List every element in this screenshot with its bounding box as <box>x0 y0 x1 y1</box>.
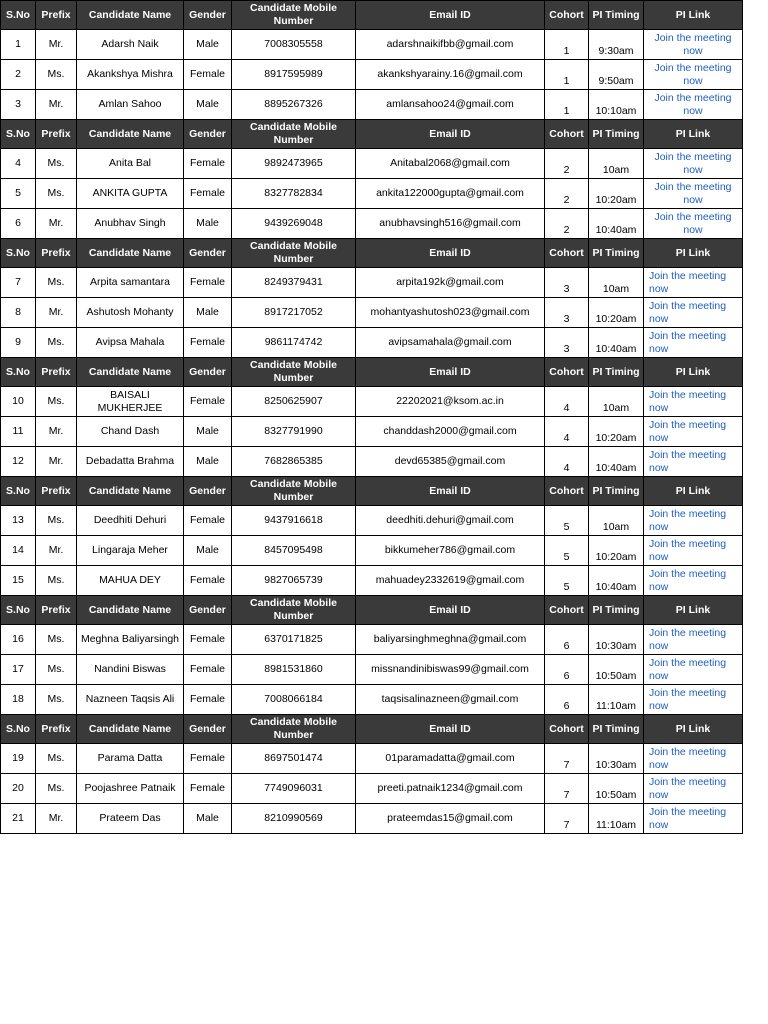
header-name: Candidate Name <box>77 358 184 387</box>
cell-name: Meghna Baliyarsingh <box>77 625 184 655</box>
table-row <box>1 90 743 120</box>
cell-sno: 20 <box>1 774 36 804</box>
join-meeting-link[interactable]: Join the meeting now <box>644 506 743 536</box>
cell-mobile: 9827065739 <box>232 566 356 596</box>
cell-name: Debadatta Brahma <box>77 447 184 477</box>
cell-mobile: 8917217052 <box>232 298 356 328</box>
cell-cohort: 3 <box>545 328 589 358</box>
cell-email: avipsamahala@gmail.com <box>356 328 545 358</box>
cell-timing: 10:40am <box>589 209 644 239</box>
cell-prefix: Ms. <box>36 655 77 685</box>
cell-prefix: Ms. <box>36 625 77 655</box>
cell-gender: Male <box>184 804 232 834</box>
header-gender: Gender <box>184 715 232 744</box>
cell-cohort: 1 <box>545 30 589 60</box>
cell-sno: 21 <box>1 804 36 834</box>
cell-prefix: Ms. <box>36 744 77 774</box>
join-meeting-link[interactable]: Join the meeting now <box>644 179 743 209</box>
table-row <box>1 30 743 60</box>
join-meeting-link[interactable]: Join the meeting now <box>644 417 743 447</box>
cell-prefix: Ms. <box>36 328 77 358</box>
table-row <box>1 149 743 179</box>
table-row <box>1 447 743 477</box>
header-sno: S.No <box>1 239 36 268</box>
join-meeting-link[interactable]: Join the meeting now <box>644 536 743 566</box>
cell-timing: 10am <box>589 387 644 417</box>
header-email: Email ID <box>356 358 545 387</box>
header-link: PI Link <box>644 477 743 506</box>
cell-cohort: 4 <box>545 447 589 477</box>
header-timing: PI Timing <box>589 1 644 30</box>
header-mobile: Candidate Mobile Number <box>232 715 356 744</box>
cell-mobile: 7008066184 <box>232 685 356 715</box>
cell-prefix: Mr. <box>36 90 77 120</box>
join-meeting-link[interactable]: Join the meeting now <box>644 328 743 358</box>
cell-cohort: 2 <box>545 179 589 209</box>
cell-name: Nandini Biswas <box>77 655 184 685</box>
header-link: PI Link <box>644 715 743 744</box>
cell-cohort: 7 <box>545 744 589 774</box>
cell-prefix: Ms. <box>36 387 77 417</box>
cell-timing: 9:50am <box>589 60 644 90</box>
header-email: Email ID <box>356 120 545 149</box>
cell-sno: 2 <box>1 60 36 90</box>
join-meeting-link[interactable]: Join the meeting now <box>644 30 743 60</box>
header-timing: PI Timing <box>589 715 644 744</box>
cell-sno: 17 <box>1 655 36 685</box>
table-row <box>1 179 743 209</box>
cell-email: anubhavsingh516@gmail.com <box>356 209 545 239</box>
header-gender: Gender <box>184 120 232 149</box>
cell-name: Adarsh Naik <box>77 30 184 60</box>
header-email: Email ID <box>356 715 545 744</box>
header-cohort: Cohort <box>545 1 589 30</box>
cell-cohort: 7 <box>545 804 589 834</box>
cell-sno: 11 <box>1 417 36 447</box>
cell-gender: Female <box>184 179 232 209</box>
cell-cohort: 2 <box>545 209 589 239</box>
header-cohort: Cohort <box>545 358 589 387</box>
cell-timing: 10am <box>589 149 644 179</box>
cell-mobile: 6370171825 <box>232 625 356 655</box>
cell-name: Prateem Das <box>77 804 184 834</box>
table-body <box>1 1 743 834</box>
header-sno: S.No <box>1 715 36 744</box>
cell-email: prateemdas15@gmail.com <box>356 804 545 834</box>
table-row <box>1 804 743 834</box>
header-name: Candidate Name <box>77 715 184 744</box>
join-meeting-link[interactable]: Join the meeting now <box>644 60 743 90</box>
cell-gender: Female <box>184 774 232 804</box>
header-gender: Gender <box>184 1 232 30</box>
cell-prefix: Ms. <box>36 685 77 715</box>
cell-email: mahuadey2332619@gmail.com <box>356 566 545 596</box>
table-row <box>1 387 743 417</box>
join-meeting-link[interactable]: Join the meeting now <box>644 90 743 120</box>
cell-cohort: 2 <box>545 149 589 179</box>
cell-sno: 4 <box>1 149 36 179</box>
header-sno: S.No <box>1 596 36 625</box>
cell-sno: 7 <box>1 268 36 298</box>
table-row <box>1 60 743 90</box>
cell-mobile: 8327791990 <box>232 417 356 447</box>
cell-gender: Male <box>184 30 232 60</box>
join-meeting-link[interactable]: Join the meeting now <box>644 744 743 774</box>
header-cohort: Cohort <box>545 477 589 506</box>
cell-sno: 1 <box>1 30 36 60</box>
header-link: PI Link <box>644 120 743 149</box>
cell-sno: 3 <box>1 90 36 120</box>
cell-email: adarshnaikifbb@gmail.com <box>356 30 545 60</box>
header-row <box>1 596 743 625</box>
join-meeting-link[interactable]: Join the meeting now <box>644 685 743 715</box>
cell-name: Akankshya Mishra <box>77 60 184 90</box>
cell-timing: 10:20am <box>589 298 644 328</box>
cell-prefix: Ms. <box>36 506 77 536</box>
cell-sno: 16 <box>1 625 36 655</box>
cell-gender: Female <box>184 506 232 536</box>
cell-cohort: 7 <box>545 774 589 804</box>
cell-timing: 10am <box>589 506 644 536</box>
cell-name: BAISALI MUKHERJEE <box>77 387 184 417</box>
join-meeting-link[interactable]: Join the meeting now <box>644 149 743 179</box>
cell-timing: 10:30am <box>589 625 644 655</box>
cell-gender: Female <box>184 744 232 774</box>
join-meeting-link[interactable]: Join the meeting now <box>644 774 743 804</box>
cell-timing: 10:20am <box>589 536 644 566</box>
cell-mobile: 8457095498 <box>232 536 356 566</box>
cell-email: bikkumeher786@gmail.com <box>356 536 545 566</box>
header-mobile: Candidate Mobile Number <box>232 358 356 387</box>
cell-gender: Female <box>184 60 232 90</box>
header-mobile: Candidate Mobile Number <box>232 1 356 30</box>
cell-prefix: Ms. <box>36 268 77 298</box>
header-name: Candidate Name <box>77 477 184 506</box>
cell-timing: 11:10am <box>589 685 644 715</box>
join-meeting-link[interactable]: Join the meeting now <box>644 298 743 328</box>
cell-sno: 10 <box>1 387 36 417</box>
cell-cohort: 4 <box>545 387 589 417</box>
cell-timing: 10:40am <box>589 328 644 358</box>
cell-mobile: 9892473965 <box>232 149 356 179</box>
header-prefix: Prefix <box>36 1 77 30</box>
cell-timing: 11:10am <box>589 804 644 834</box>
cell-sno: 6 <box>1 209 36 239</box>
cell-prefix: Ms. <box>36 60 77 90</box>
cell-email: mohantyashutosh023@gmail.com <box>356 298 545 328</box>
table-row <box>1 774 743 804</box>
cell-gender: Male <box>184 298 232 328</box>
join-meeting-link[interactable]: Join the meeting now <box>644 625 743 655</box>
cell-name: Avipsa Mahala <box>77 328 184 358</box>
cell-sno: 5 <box>1 179 36 209</box>
cell-mobile: 7008305558 <box>232 30 356 60</box>
table-row <box>1 744 743 774</box>
table-row <box>1 536 743 566</box>
cell-gender: Female <box>184 685 232 715</box>
cell-cohort: 3 <box>545 268 589 298</box>
cell-prefix: Ms. <box>36 179 77 209</box>
header-row <box>1 120 743 149</box>
header-cohort: Cohort <box>545 239 589 268</box>
cell-mobile: 8697501474 <box>232 744 356 774</box>
cell-mobile: 8250625907 <box>232 387 356 417</box>
cell-email: arpita192k@gmail.com <box>356 268 545 298</box>
cell-prefix: Ms. <box>36 149 77 179</box>
header-link: PI Link <box>644 1 743 30</box>
cell-cohort: 6 <box>545 655 589 685</box>
cell-timing: 10:30am <box>589 744 644 774</box>
cell-prefix: Mr. <box>36 209 77 239</box>
cell-timing: 10am <box>589 268 644 298</box>
cell-prefix: Mr. <box>36 30 77 60</box>
cell-sno: 14 <box>1 536 36 566</box>
header-mobile: Candidate Mobile Number <box>232 239 356 268</box>
table-row <box>1 625 743 655</box>
join-meeting-link[interactable]: Join the meeting now <box>644 655 743 685</box>
cell-sno: 13 <box>1 506 36 536</box>
cell-gender: Female <box>184 149 232 179</box>
table-row <box>1 685 743 715</box>
cell-prefix: Mr. <box>36 804 77 834</box>
header-gender: Gender <box>184 477 232 506</box>
cell-email: akankshyarainy.16@gmail.com <box>356 60 545 90</box>
header-sno: S.No <box>1 358 36 387</box>
cell-timing: 10:20am <box>589 179 644 209</box>
cell-cohort: 4 <box>545 417 589 447</box>
cell-prefix: Mr. <box>36 536 77 566</box>
header-name: Candidate Name <box>77 239 184 268</box>
cell-email: ankita122000gupta@gmail.com <box>356 179 545 209</box>
table-row <box>1 328 743 358</box>
header-prefix: Prefix <box>36 477 77 506</box>
cell-mobile: 8917595989 <box>232 60 356 90</box>
cell-gender: Male <box>184 209 232 239</box>
cell-prefix: Ms. <box>36 566 77 596</box>
cell-cohort: 5 <box>545 566 589 596</box>
header-cohort: Cohort <box>545 715 589 744</box>
cell-mobile: 8981531860 <box>232 655 356 685</box>
header-timing: PI Timing <box>589 477 644 506</box>
header-link: PI Link <box>644 239 743 268</box>
cell-mobile: 8327782834 <box>232 179 356 209</box>
table-row <box>1 417 743 447</box>
header-mobile: Candidate Mobile Number <box>232 596 356 625</box>
cell-email: amlansahoo24@gmail.com <box>356 90 545 120</box>
join-meeting-link[interactable]: Join the meeting now <box>644 566 743 596</box>
header-mobile: Candidate Mobile Number <box>232 477 356 506</box>
join-meeting-link[interactable]: Join the meeting now <box>644 209 743 239</box>
cell-mobile: 9437916618 <box>232 506 356 536</box>
header-timing: PI Timing <box>589 596 644 625</box>
cell-name: Lingaraja Meher <box>77 536 184 566</box>
cell-timing: 10:40am <box>589 566 644 596</box>
cell-name: Nazneen Taqsis Ali <box>77 685 184 715</box>
header-cohort: Cohort <box>545 120 589 149</box>
cell-gender: Male <box>184 90 232 120</box>
cell-sno: 15 <box>1 566 36 596</box>
cell-gender: Male <box>184 417 232 447</box>
cell-name: Ashutosh Mohanty <box>77 298 184 328</box>
header-email: Email ID <box>356 596 545 625</box>
header-gender: Gender <box>184 596 232 625</box>
header-prefix: Prefix <box>36 715 77 744</box>
cell-name: ANKITA GUPTA <box>77 179 184 209</box>
cell-name: Arpita samantara <box>77 268 184 298</box>
cell-name: Anita Bal <box>77 149 184 179</box>
cell-gender: Female <box>184 655 232 685</box>
header-row <box>1 239 743 268</box>
table-row <box>1 209 743 239</box>
header-row <box>1 477 743 506</box>
cell-email: preeti.patnaik1234@gmail.com <box>356 774 545 804</box>
cell-gender: Female <box>184 268 232 298</box>
cell-prefix: Mr. <box>36 298 77 328</box>
cell-email: baliyarsinghmeghna@gmail.com <box>356 625 545 655</box>
cell-name: Anubhav Singh <box>77 209 184 239</box>
cell-cohort: 3 <box>545 298 589 328</box>
cell-cohort: 1 <box>545 90 589 120</box>
header-prefix: Prefix <box>36 596 77 625</box>
cell-mobile: 9439269048 <box>232 209 356 239</box>
cell-gender: Male <box>184 536 232 566</box>
header-gender: Gender <box>184 358 232 387</box>
header-name: Candidate Name <box>77 120 184 149</box>
header-email: Email ID <box>356 239 545 268</box>
cell-gender: Female <box>184 566 232 596</box>
header-row <box>1 715 743 744</box>
join-meeting-link[interactable]: Join the meeting now <box>644 387 743 417</box>
header-row <box>1 358 743 387</box>
cell-sno: 9 <box>1 328 36 358</box>
cell-gender: Female <box>184 328 232 358</box>
header-sno: S.No <box>1 477 36 506</box>
cell-prefix: Mr. <box>36 417 77 447</box>
header-prefix: Prefix <box>36 239 77 268</box>
cell-timing: 10:20am <box>589 417 644 447</box>
cell-email: taqsisalinazneen@gmail.com <box>356 685 545 715</box>
cell-gender: Female <box>184 387 232 417</box>
header-timing: PI Timing <box>589 358 644 387</box>
header-timing: PI Timing <box>589 239 644 268</box>
cell-cohort: 6 <box>545 685 589 715</box>
cell-mobile: 7682865385 <box>232 447 356 477</box>
cell-cohort: 5 <box>545 506 589 536</box>
cell-sno: 8 <box>1 298 36 328</box>
cell-email: 22202021@ksom.ac.in <box>356 387 545 417</box>
header-prefix: Prefix <box>36 358 77 387</box>
cell-email: Anitabal2068@gmail.com <box>356 149 545 179</box>
header-link: PI Link <box>644 596 743 625</box>
cell-name: MAHUA DEY <box>77 566 184 596</box>
cell-mobile: 8210990569 <box>232 804 356 834</box>
cell-prefix: Mr. <box>36 447 77 477</box>
cell-prefix: Ms. <box>36 774 77 804</box>
cell-gender: Male <box>184 447 232 477</box>
cell-name: Deedhiti Dehuri <box>77 506 184 536</box>
cell-timing: 10:50am <box>589 774 644 804</box>
header-name: Candidate Name <box>77 1 184 30</box>
cell-cohort: 1 <box>545 60 589 90</box>
cell-gender: Female <box>184 625 232 655</box>
cell-sno: 19 <box>1 744 36 774</box>
header-name: Candidate Name <box>77 596 184 625</box>
cell-timing: 10:40am <box>589 447 644 477</box>
cell-email: chanddash2000@gmail.com <box>356 417 545 447</box>
cell-mobile: 7749096031 <box>232 774 356 804</box>
header-link: PI Link <box>644 358 743 387</box>
table-row <box>1 506 743 536</box>
table-row <box>1 566 743 596</box>
header-prefix: Prefix <box>36 120 77 149</box>
cell-mobile: 8895267326 <box>232 90 356 120</box>
header-sno: S.No <box>1 120 36 149</box>
cell-cohort: 5 <box>545 536 589 566</box>
header-email: Email ID <box>356 477 545 506</box>
cell-sno: 18 <box>1 685 36 715</box>
cell-cohort: 6 <box>545 625 589 655</box>
cell-sno: 12 <box>1 447 36 477</box>
table-row <box>1 268 743 298</box>
table-row <box>1 298 743 328</box>
header-sno: S.No <box>1 1 36 30</box>
header-row <box>1 1 743 30</box>
cell-name: Chand Dash <box>77 417 184 447</box>
header-timing: PI Timing <box>589 120 644 149</box>
cell-mobile: 9861174742 <box>232 328 356 358</box>
cell-timing: 10:50am <box>589 655 644 685</box>
cell-email: 01paramadatta@gmail.com <box>356 744 545 774</box>
join-meeting-link[interactable]: Join the meeting now <box>644 804 743 834</box>
cell-email: devd65385@gmail.com <box>356 447 545 477</box>
cell-name: Parama Datta <box>77 744 184 774</box>
table-row <box>1 655 743 685</box>
cell-email: deedhiti.dehuri@gmail.com <box>356 506 545 536</box>
header-cohort: Cohort <box>545 596 589 625</box>
join-meeting-link[interactable]: Join the meeting now <box>644 447 743 477</box>
header-gender: Gender <box>184 239 232 268</box>
cell-timing: 9:30am <box>589 30 644 60</box>
cell-mobile: 8249379431 <box>232 268 356 298</box>
join-meeting-link[interactable]: Join the meeting now <box>644 268 743 298</box>
cell-email: missnandinibiswas99@gmail.com <box>356 655 545 685</box>
cell-name: Amlan Sahoo <box>77 90 184 120</box>
cell-name: Poojashree Patnaik <box>77 774 184 804</box>
header-mobile: Candidate Mobile Number <box>232 120 356 149</box>
cell-timing: 10:10am <box>589 90 644 120</box>
header-email: Email ID <box>356 1 545 30</box>
